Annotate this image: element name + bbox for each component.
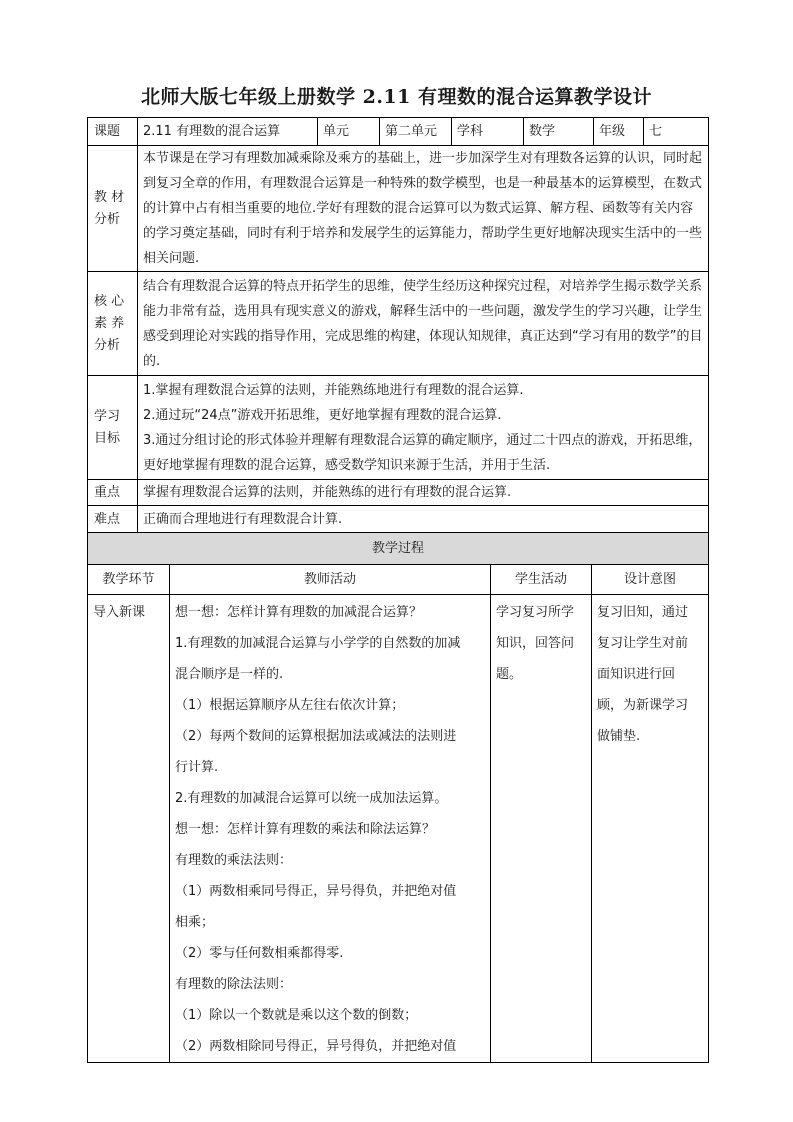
intent-line: 做铺垫. — [597, 729, 641, 744]
subject-label: 学科 — [452, 118, 524, 146]
teacher-line: 行计算. — [175, 760, 219, 775]
topic-label: 课题 — [88, 118, 138, 146]
subject-value: 数学 — [524, 118, 594, 146]
grade-value: 七 — [644, 118, 709, 146]
goals-cell — [138, 376, 709, 480]
grade-label: 年级 — [594, 118, 644, 146]
teacher-line: （1）除以一个数就是乘以这个数的倒数； — [175, 1008, 418, 1023]
teacher-line: 有理数的除法法则： — [175, 977, 293, 992]
teacher-line: （2）每两个数间的运算根据加法或减法的法则进 — [175, 729, 457, 744]
intent-line: 面知识进行回 — [597, 667, 676, 682]
teacher-line: 混合顺序是一样的. — [175, 667, 284, 682]
student-cell — [491, 595, 592, 1063]
textbook-text: 本节课是在学习有理数加减乘除及乘方的基础上，进一步加深学生对有理数各运算的认识，同时起到复习全章的作用，有理数混合运算是一种特殊的数学模型，也是一种最基本的运算模型，在数式的计算中占有相当重要的地位.学好有理数的混合运算可以为数式运算、解方程、函数等有关内容的学习奠定基础，同时有利于培养和发展学生的运算能力，帮助学生更好地解决现实生活中的一些相关问题. — [138, 146, 709, 272]
section-row — [88, 533, 709, 565]
intent-cell — [592, 595, 709, 1063]
header-stage: 教学环节 — [88, 565, 170, 595]
document-title: 北师大版七年级上册数学 2.11 有理数的混合运算教学设计 — [140, 86, 652, 108]
teacher-line: （2）两数相除同号得正，异号得负，并把绝对值 — [175, 1039, 457, 1054]
difficulty-text: 正确而合理地进行有理数混合计算. — [138, 506, 709, 534]
teacher-line: 有理数的乘法法则： — [175, 853, 293, 868]
key-row — [88, 480, 709, 506]
student-line: 题。 — [496, 667, 523, 682]
intent-line: 复习让学生对前 — [597, 636, 689, 651]
student-line: 学习复习所学 — [496, 605, 575, 620]
teacher-line: 1.有理数的加减混合运算与小学学的自然数的加减 — [175, 636, 461, 651]
process-row — [88, 595, 709, 1063]
teacher-line: 相乘； — [175, 915, 215, 930]
teacher-line: 想一想：怎样计算有理数的加减混合运算？ — [175, 605, 423, 620]
teacher-line: （2）零与任何数相乘都得零. — [175, 946, 344, 961]
goal-item: 2.通过玩“24点”游戏开拓思维，更好地掌握有理数的混合运算. — [143, 407, 502, 423]
goal-item: 1.掌握有理数混合运算的法则，并能熟练地进行有理数的混合运算. — [143, 382, 524, 398]
intent-line: 顾，为新课学习 — [597, 698, 689, 713]
textbook-row — [88, 146, 709, 272]
goals-label: 学习 目标 — [88, 376, 138, 480]
intent-line: 复习旧知，通过 — [597, 605, 689, 620]
student-line: 知识，回答问 — [496, 636, 575, 651]
teacher-line: 2.有理数的加减混合运算可以统一成加法运算。 — [175, 791, 448, 806]
difficulty-label: 难点 — [88, 506, 138, 534]
section-title: 教学过程 — [88, 533, 709, 565]
core-label: 核 心 素 养 分析 — [88, 272, 138, 376]
core-row — [88, 272, 709, 376]
info-table — [87, 117, 709, 534]
key-label: 重点 — [88, 480, 138, 506]
textbook-label: 教 材 分析 — [88, 146, 138, 272]
process-table — [87, 532, 709, 1063]
header-student: 学生活动 — [491, 565, 592, 595]
header-row — [88, 565, 709, 595]
teacher-line: （1）根据运算顺序从左往右依次计算； — [175, 698, 405, 713]
goal-item: 3.通过分组讨论的形式体验并理解有理数混合运算的确定顺序，通过二十四点的游戏，开拓思维，更好地掌握有理数的混合运算，感受数学知识来源于生活，并用于生活. — [143, 432, 702, 473]
header-intent: 设计意图 — [592, 565, 709, 595]
stage-cell — [88, 595, 170, 1063]
topic-value: 2.11 有理数的混合运算 — [138, 118, 318, 146]
stage-text: 导入新课 — [93, 605, 146, 620]
header-teacher: 教师活动 — [170, 565, 491, 595]
teacher-line: （1）两数相乘同号得正，异号得负，并把绝对值 — [175, 884, 457, 899]
key-text: 掌握有理数混合运算的法则，并能熟练的进行有理数的混合运算. — [138, 480, 709, 506]
goals-row — [88, 376, 709, 480]
unit-value: 第二单元 — [380, 118, 452, 146]
teacher-line: 想一想：怎样计算有理数的乘法和除法运算？ — [175, 822, 436, 837]
difficulty-row — [88, 506, 709, 534]
core-text: 结合有理数混合运算的特点开拓学生的思维，使学生经历这种探究过程，对培养学生揭示数学关系能力非常有益，选用具有现实意义的游戏，解释生活中的一些问题，激发学生的学习兴趣，让学生感受到理论对实践的指导作用，完成思维的构建，体现认知规律，真正达到“学习有用的数学”的目的. — [138, 272, 709, 376]
teacher-cell — [170, 595, 491, 1063]
info-row — [88, 118, 709, 146]
unit-label: 单元 — [318, 118, 380, 146]
